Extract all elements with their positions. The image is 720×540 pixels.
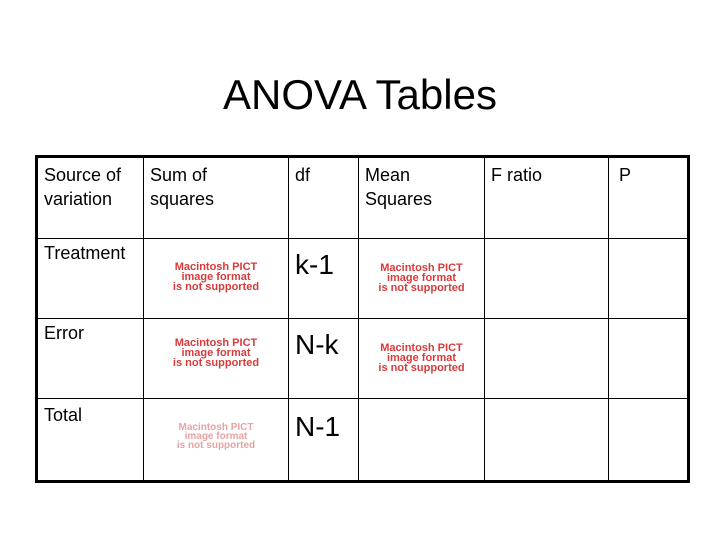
row-df: k-1 xyxy=(289,239,359,319)
row-source: Error xyxy=(37,319,144,399)
header-p: P xyxy=(609,157,689,239)
p-cell xyxy=(609,239,689,319)
pict-placeholder-image: Macintosh PICT image format is not supported xyxy=(176,422,256,451)
table-row xyxy=(37,399,689,482)
header-row xyxy=(37,157,689,239)
ms-cell xyxy=(359,319,485,399)
header-mean-squares: Mean Squares xyxy=(359,157,485,239)
f-ratio-cell xyxy=(485,399,609,482)
p-cell xyxy=(609,319,689,399)
f-ratio-cell xyxy=(485,319,609,399)
header-source: Source of variation xyxy=(37,157,144,239)
ms-cell xyxy=(359,239,485,319)
ms-cell xyxy=(359,399,485,482)
header-df: df xyxy=(289,157,359,239)
header-sum-of-squares: Sum of squares xyxy=(144,157,289,239)
pict-placeholder-image: Macintosh PICT image format is not supported xyxy=(172,337,260,369)
anova-table xyxy=(35,155,690,483)
header-f-ratio: F ratio xyxy=(485,157,609,239)
pict-placeholder-image: Macintosh PICT image format is not supported xyxy=(172,261,260,293)
p-cell xyxy=(609,399,689,482)
row-df: N-1 xyxy=(289,399,359,482)
row-source: Treatment xyxy=(37,239,144,319)
pict-placeholder-image: Macintosh PICT image format is not supported xyxy=(378,262,465,294)
row-df: N-k xyxy=(289,319,359,399)
table-row xyxy=(37,239,689,319)
table-row xyxy=(37,319,689,399)
ss-cell xyxy=(144,319,289,399)
slide-title: ANOVA Tables xyxy=(223,71,497,118)
row-source: Total xyxy=(37,399,144,482)
pict-placeholder-image: Macintosh PICT image format is not supported xyxy=(378,342,465,374)
f-ratio-cell xyxy=(485,239,609,319)
ss-cell xyxy=(144,399,289,482)
ss-cell xyxy=(144,239,289,319)
